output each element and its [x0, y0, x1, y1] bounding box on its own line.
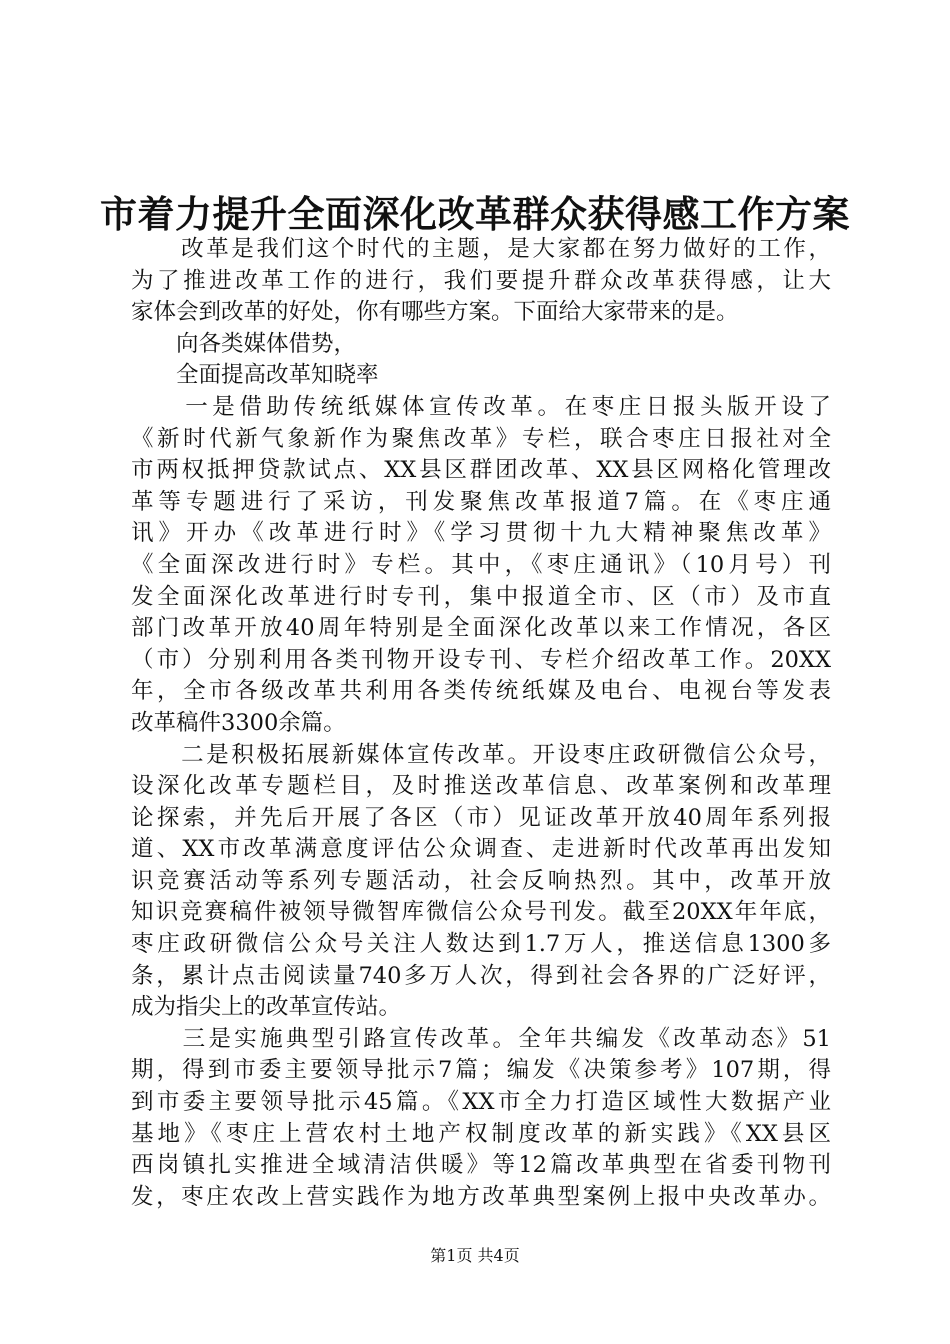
text-line: 为了推进改革工作的进行，我们要提升群众改革获得感，让大 — [131, 267, 831, 294]
text-line: 枣庄政研微信公众号关注人数达到1.7万人，推送信息1300多 — [131, 931, 831, 958]
text-line: 《新时代新气象新作为聚焦改革》专栏，联合枣庄日报社对全 — [131, 425, 831, 452]
text-line: 三是实施典型引路宣传改革。全年共编发《改革动态》51 — [131, 1025, 831, 1052]
text-line: 市两权抵押贷款试点、XX县区群团改革、XX县区网格化管理改 — [131, 457, 831, 484]
text-line: 年，全市各级改革共利用各类传统纸媒及电台、电视台等发表 — [131, 678, 831, 705]
text-line: 讯》开办《改革进行时》《学习贯彻十九大精神聚焦改革》 — [131, 520, 831, 547]
text-line: （市）分别利用各类刊物开设专刊、专栏介绍改革工作。20XX — [131, 646, 831, 673]
text-line: 向各类媒体借势， — [131, 330, 357, 357]
text-line: 道、XX市改革满意度评估公众调查、走进新时代改革再出发知 — [131, 836, 831, 863]
text-line: 一是借助传统纸媒体宣传改革。在枣庄日报头版开设了 — [131, 393, 831, 420]
text-line: 改革稿件3300余篇。 — [131, 709, 346, 736]
text-line: 基地》《枣庄上营农村土地产权制度改革的新实践》《XX县区 — [131, 1120, 831, 1147]
text-line: 设深化改革专题栏目，及时推送改革信息、改革案例和改革理 — [131, 773, 831, 800]
document-title: 市着力提升全面深化改革群众获得感工作方案 — [100, 192, 850, 236]
text-line: 发，枣庄农改上营实践作为地方改革典型案例上报中央改革办。 — [131, 1183, 831, 1210]
text-line: 部门改革开放40周年特别是全面深化改革以来工作情况，各区 — [131, 615, 831, 642]
document-body — [131, 234, 831, 1213]
page-footer: 第1页 共4页 — [430, 1246, 520, 1265]
text-line: 知识竞赛稿件被领导微智库微信公众号刊发。截至20XX年年底， — [131, 899, 831, 926]
text-line: 革等专题进行了采访，刊发聚焦改革报道7篇。在《枣庄通 — [131, 488, 831, 515]
text-line: 期，得到市委主要领导批示7篇；编发《决策参考》107期，得 — [131, 1057, 831, 1084]
text-line: 改革是我们这个时代的主题，是大家都在努力做好的工作， — [131, 236, 831, 262]
text-line: 成为指尖上的改革宣传站。 — [131, 994, 402, 1021]
text-line: 家体会到改革的好处，你有哪些方案。下面给大家带来的是。 — [131, 299, 739, 326]
text-line: 全面提高改革知晓率 — [131, 362, 379, 389]
text-line: 西岗镇扎实推进全域清洁供暖》等12篇改革典型在省委刊物刊 — [131, 1152, 831, 1179]
text-line: 到市委主要领导批示45篇。《XX市全力打造区域性大数据产业 — [131, 1089, 831, 1116]
text-line: 论探索，并先后开展了各区（市）见证改革开放40周年系列报 — [131, 804, 831, 831]
text-line: 《全面深改进行时》专栏。其中，《枣庄通讯》（10月号）刊 — [131, 551, 831, 578]
text-line: 发全面深化改革进行时专刊，集中报道全市、区（市）及市直 — [131, 583, 831, 610]
text-line: 条，累计点击阅读量740多万人次，得到社会各界的广泛好评， — [131, 962, 831, 989]
text-line: 识竞赛活动等系列专题活动，社会反响热烈。其中，改革开放 — [131, 867, 831, 894]
text-line: 二是积极拓展新媒体宣传改革。开设枣庄政研微信公众号， — [131, 741, 831, 768]
